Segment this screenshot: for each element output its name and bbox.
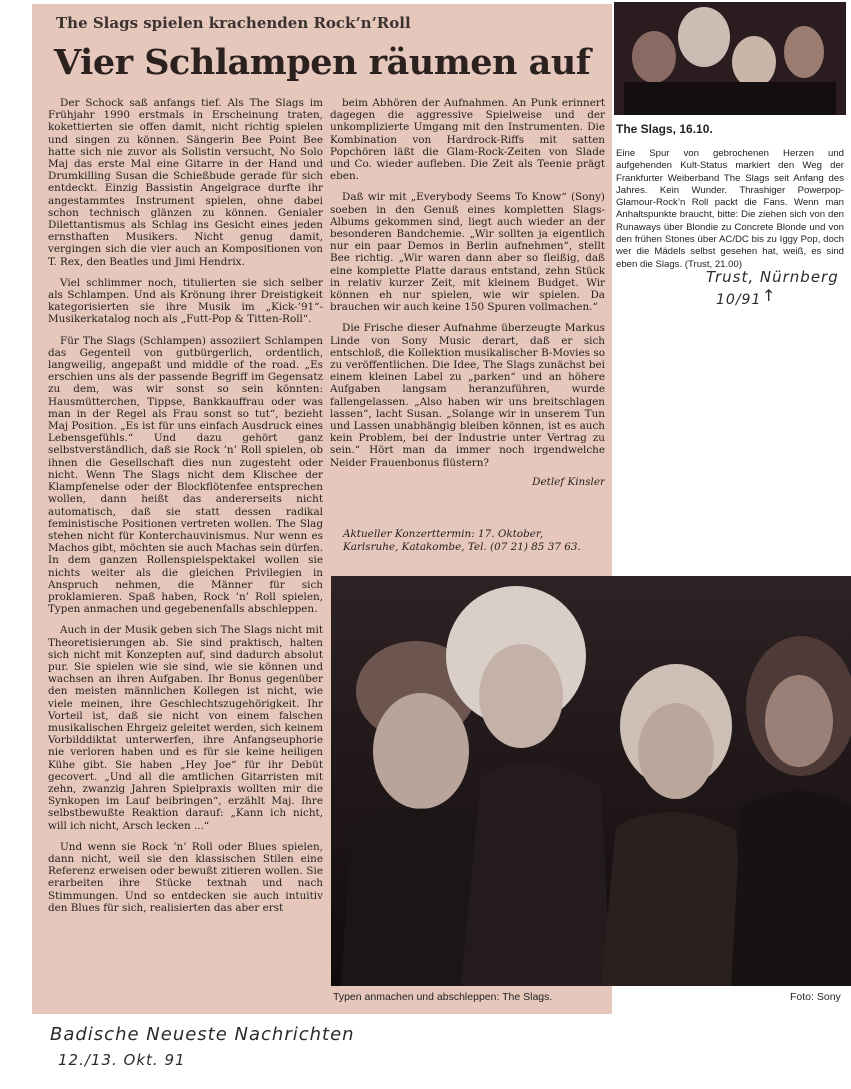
article-column-left — [48, 97, 323, 1009]
band-photo-large — [331, 576, 851, 986]
paragraph: Für The Slags (Schlampen) assoziiert Schlampen das Gegenteil von gutbürgerlich, ordentlich, langweilig, angepaßt und middle of the road. „Es erschien uns als der passende Begriff im Gegensatz zu dem, was wir sonst so sein könnten: Hausmütterchen, Tippse, Bankkauffrau oder was man in der Regel als Frau sonst so tut“, bezieht Maj Position. „Es ist für uns einfach Ausdruck eines Lebensgefühls.“ Und dazu gehört ganz selbstverständlich, daß sie Rock ’n’ Roll spielen, ob ihnen die Gesellschaft dies nun zugesteht oder nicht. Wenn The Slags nicht dem Klischee der Klampfenelse oder der Blockflötenfee entsprechen wollen, dann heißt das andererseits nicht automatisch, daß sie statt dessen radikal feministische Positionen vertreten wollen. The Slag stehen nicht für Konterchauvinismus. Nur wenn es Machos gibt, möchten sie auch Machas sein dürfen. In dem ganzen Rollenspielspektakel wollen sie nichts weiter als die gleichen Privilegien in Anspruch nehmen, die Männer für sich proklamieren. Spaß haben, Rock ’n’ Roll spielen, Typen anmachen und gegebenenfalls abschleppen. — [48, 334, 323, 616]
paragraph: Viel schlimmer noch, titulierten sie sich selber als Schlampen. Und als Krönung ihrer Dreistigkeit kategorisierten sie ihre Musik im „Kick-’91“-Musikerkatalog noch als „Futt-Pop & Titten-Roll“. — [48, 276, 323, 326]
article-column-middle — [330, 97, 605, 517]
handwritten-source: Badische Neueste Nachrichten — [50, 1024, 355, 1045]
paragraph: Daß wir mit „Everybody Seems To Know“ (Sony) soeben in den Genuß eines kompletten Slags-Albums gekommen sind, liegt auch wieder an der besonderen Bandchemie. „Wir sollten ja eigentlich nur ein paar Demos in Berlin aufnehmen“, stellt Bee richtig. „Wir waren dann aber so fleißig, daß eine komplette Platte daraus entstand, zehn Stück in relativ kurzer Zeit, mit kleinem Budget. Wir können eh nur spielen, wie wir spielen. Da brauchen wir auch keine 150 Spuren vollmachen.“ — [330, 191, 605, 314]
handwritten-trust-date: 10/91 — [716, 292, 762, 308]
paragraph: Und wenn sie Rock ’n’ Roll oder Blues spielen, dann nicht, weil sie den klassischen Stilen eine Referenz erweisen oder bewußt zitieren wollen. Sie erarbeiten ihre Stücke textnah und nach Stimmungen. Und so entdecken sie auch intuitiv den Blues für sich, realisierten das aber erst — [48, 840, 323, 914]
article-headline: Vier Schlampen räumen auf — [54, 42, 591, 83]
band-photo-small-image — [614, 2, 846, 115]
band-photo-small — [614, 2, 846, 115]
concert-note: Aktueller Konzerttermin: 17. Oktober, Karlsruhe, Katakombe, Tel. (07 21) 85 37 63. — [343, 528, 581, 553]
handwritten-trust-note: Trust, Nürnberg — [706, 268, 839, 286]
paragraph: Der Schock saß anfangs tief. Als The Slags im Frühjahr 1990 erstmals in Erscheinung traten, kokettierten sie offen damit, nicht richtig spielen und singen zu können. Sängerin Bee Point Bee hatte sich nie zuvor als Solistin versucht, No Solo Maj das erste Mal eine Gitarre in der Hand und Drumkilling Susan die Schießbude gerade für sich entdeckt. Einzig Bassistin Angelgrace durfte ihr angestammtes Instrument spielen, ohne dabei schon technisch glänzen zu können. Genialer Dilettantismus als Schlag ins Gesicht eines jeden ernsthaften Musikers. Nicht genug damit, vergingen sich die vier auch an Kompositionen von T. Rex, den Beatles und Jimi Hendrix. — [48, 97, 323, 268]
handwritten-source-date: 12./13. Okt. 91 — [58, 1051, 186, 1069]
photo-credit: Foto: Sony — [790, 991, 841, 1003]
paragraph: Auch in der Musik geben sich The Slags nicht mit Theoretisierungen ab. Sie sind praktisch, halten sich nicht mit Konzepten auf, sind dadurch absolut pur. Sie spielen wie sie sind, wie sie können und wachsen an ihren Aufgaben. Ihr Bonus gegenüber den meisten männlichen Kollegen ist nicht, wie viele meinen, ihre Geschlechtszugehörigkeit. Ihr Vorteil ist, daß sie nicht von einem falschen musikalischen Ehrgeiz geleitet werden, sich keinem Vorbilddiktat unterwerfen, ihre Anfangseuphorie nie verloren haben und es für sie keine heiligen Kühe gibt. Sie haben „Hey Joe“ für ihr Debüt gecovert. „Und all die amtlichen Gitarristen mit zehn, zwanzig Jahren Spielpraxis wollten mir die Synkopen im Lauf beibringen“, erzählt Maj. Ihre selbstbewußte Reaktion darauf: „Kann ich nicht, will ich nicht, Arsch lecken ...“ — [48, 624, 323, 832]
sidebar-caption: The Slags, 16.10. — [616, 122, 713, 136]
article-kicker: The Slags spielen krachenden Rock’n’Roll — [56, 14, 411, 32]
photo-caption: Typen anmachen und abschleppen: The Slags. — [333, 991, 553, 1003]
paragraph: beim Abhören der Aufnahmen. An Punk erinnert dagegen die aggressive Spielweise und der unkomplizierte Umgang mit den Instrumenten. Die Kombination von Hardrock-Riffs mit satten Popchören läßt die Glam-Rock-Zeiten von Slade und Co. wieder aufleben. Die Zeit als Teenie prägt eben. — [330, 97, 605, 183]
handwritten-arrow-icon: ↑ — [762, 286, 777, 305]
article-byline: Detlef Kinsler — [532, 475, 605, 488]
sidebar-text: Eine Spur von gebrochenen Herzen und aufgehenden Kult-Status markiert den Weg der Frankfurter Weiberband The Slags seit Anfang des Jahres. Kein Wunder. Thrashiger Powerpop-Glamour-Rock’n Roll packt die Fans. Wenn man Anhaltspunkte braucht, bitte: Die ziehen sich von den Runaways über Blondie zu Concrete Blonde und von den frühen Stones über AC/DC bis zu Iggy Pop, doch wer die Mädels selbst gesehen hat, weiß, es sind eben die Slags. (Trust, 21.00) — [616, 148, 844, 270]
band-photo-large-image — [331, 576, 851, 986]
paragraph: Die Frische dieser Aufnahme überzeugte Markus Linde von Sony Music derart, daß er sich entschloß, die Kollektion musikalischer B-Movies so zu veröffentlichen. Die Idee, The Slags zunächst bei einem kleinen Label zu „parken“ und an höhere Aufgaben langsam heranzuführen, wurde fallengelassen. „Also haben wir uns breitschlagen lassen“, lacht Susan. „Solange wir in unserem Tun und Lassen unabhängig bleiben können, ist es auch kein Problem, bei der Industrie unter Vertrag zu sein.“ Hört man da immer noch irgendwelche Neider Frauenbonus flüstern? — [330, 322, 605, 469]
